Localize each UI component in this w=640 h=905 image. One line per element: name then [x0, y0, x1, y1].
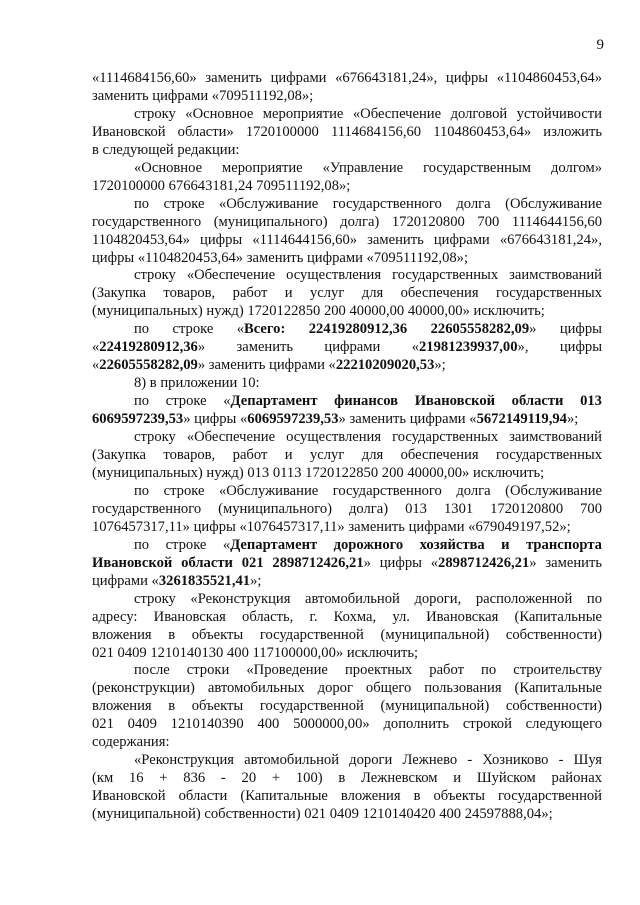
paragraph [92, 591, 602, 663]
text-run: (км 16 + 836 - 20 + 100) в Лежневском и Шуйском районах [92, 770, 602, 787]
bold-text: Ивановской области 021 2898712426,21 [92, 554, 364, 571]
text-line [92, 160, 602, 178]
paragraph [92, 321, 602, 375]
text-line [92, 429, 602, 447]
text-line [92, 142, 602, 160]
text-line [92, 698, 602, 716]
text-run: »; [434, 357, 446, 374]
text-line [92, 88, 602, 106]
text-run: (реконструкции) автомобильных дорог общего пользования (Капитальные [92, 680, 602, 697]
text-run: » цифры « [363, 554, 439, 571]
paragraph [92, 393, 602, 429]
text-run: «Основное мероприятие «Управление государственным долгом» [134, 159, 602, 176]
text-run: по строке « [134, 393, 231, 410]
text-run: (Закупка товаров, работ и услуг для обеспечения государственных [92, 447, 602, 464]
text-run: (муниципальных) нужд) 1720122850 200 40000,00 40000,00» исключить; [92, 303, 545, 320]
paragraph [92, 160, 602, 196]
text-line [92, 214, 602, 232]
text-run: цифрами « [92, 572, 159, 589]
text-line [92, 285, 602, 303]
text-line [92, 393, 602, 411]
text-line [92, 411, 602, 429]
text-run: (муниципальной) собственности) 021 0409 1210140420 400 24597888,04»; [92, 806, 553, 823]
text-run: строку «Обеспечение осуществления государственных заимствований [134, 429, 602, 446]
text-line [92, 357, 602, 375]
text-run: » заменить цифрами « [197, 339, 419, 356]
text-run: по строке « [134, 536, 231, 553]
text-run: вложения в объекты государственной (муниципальной) собственности) [92, 626, 602, 643]
text-line [92, 303, 602, 321]
paragraph [92, 537, 602, 591]
text-run: » цифры « [183, 411, 248, 428]
text-run: строку «Основное мероприятие «Обеспечение долговой устойчивости [134, 105, 602, 122]
paragraph [92, 429, 602, 483]
text-run: после строки «Проведение проектных работ по строительству [134, 662, 602, 679]
text-run: «1114684156,60» заменить цифрами «676643181,24», цифры «1104860453,64» [92, 70, 602, 86]
text-line [92, 124, 602, 142]
text-run: адресу: Ивановская область, г. Кохма, ул. Ивановская (Капитальные [92, 608, 602, 625]
text-line [92, 70, 602, 88]
paragraph [92, 106, 602, 160]
bold-text: 6069597239,53 [247, 411, 339, 428]
text-run: по строке «Обслуживание государственного долга (Обслуживание [134, 195, 602, 212]
text-run: государственного (муниципального) долга) 013 1301 1720120800 700 [92, 500, 602, 517]
bold-text: Всего: 22419280912,36 22605558282,09 [244, 321, 530, 338]
text-line [92, 178, 602, 196]
text-run: « [92, 357, 100, 374]
text-run: цифры «1104820453,64» заменить цифрами «709511192,08»; [92, 249, 469, 266]
bold-text: 2898712426,21 [438, 554, 530, 571]
text-line [92, 232, 602, 250]
paragraph [92, 196, 602, 268]
text-run: 021 0409 1210140130 400 117100000,00» исключить; [92, 644, 419, 661]
text-line [92, 375, 602, 393]
text-line [92, 752, 602, 770]
text-line [92, 734, 602, 752]
text-line [92, 788, 602, 806]
text-line [92, 267, 602, 285]
paragraph [92, 662, 602, 752]
text-run: по строке « [134, 321, 245, 338]
text-line [92, 609, 602, 627]
bold-text: Департамент дорожного хозяйства и транспорта [230, 536, 602, 553]
bold-text: 6069597239,53 [92, 411, 184, 428]
paragraph [92, 752, 602, 824]
bold-text: 3261835521,41 [158, 572, 251, 589]
text-run: содержания: [92, 734, 170, 751]
text-line [92, 573, 602, 591]
text-line [92, 806, 602, 824]
bold-text: 21981239937,00 [419, 339, 518, 356]
text-run: строку «Реконструкция автомобильной дороги, расположенной по [134, 590, 602, 607]
text-run: по строке «Обслуживание государственного долга (Обслуживание [134, 482, 602, 499]
text-line [92, 250, 602, 268]
paragraph [92, 70, 602, 106]
text-run: 021 0409 1210140390 400 5000000,00» дополнить строкой следующего [92, 716, 602, 733]
text-run: »; [566, 411, 579, 428]
text-run: 1104820453,64» цифры «1114644156,60» заменить цифрами «676643181,24», [92, 231, 602, 248]
paragraph [92, 267, 602, 321]
text-run: в следующей редакции: [92, 141, 240, 158]
text-line [92, 537, 602, 555]
text-run: строку «Обеспечение осуществления государственных заимствований [134, 267, 602, 284]
text-run: » заменить цифрами « [338, 411, 477, 428]
text-run: » заменить цифрами « [197, 357, 336, 374]
text-run: »; [250, 572, 262, 589]
paragraph [92, 375, 602, 393]
text-line [92, 483, 602, 501]
text-line [92, 106, 602, 124]
text-run: 1720100000 676643181,24 709511192,08»; [92, 177, 351, 194]
text-line [92, 465, 602, 483]
text-line [92, 627, 602, 645]
text-run: вложения в объекты государственной (муниципальной) собственности) [92, 698, 602, 715]
text-line [92, 519, 602, 537]
page-number: 9 [596, 37, 604, 53]
text-line [92, 591, 602, 609]
bold-text: 22419280912,36 [99, 339, 198, 356]
text-run: государственного (муниципального) долга) 1720120800 700 1114644156,60 [92, 213, 602, 230]
bold-text: 22605558282,09 [99, 357, 198, 374]
bold-text: 22210209020,53 [335, 357, 435, 374]
text-run: «Реконструкция автомобильной дороги Лежнево - Хозниково - Шуя [134, 752, 602, 769]
text-line [92, 321, 602, 339]
text-run: « [92, 339, 100, 356]
text-line [92, 770, 602, 788]
text-run: », цифры [517, 339, 602, 356]
text-run: 8) в приложении 10: [134, 375, 260, 392]
paragraph [92, 483, 602, 537]
text-line [92, 716, 602, 734]
text-run: Ивановской области» 1720100000 1114684156,60 1104860453,64» изложить [92, 123, 602, 140]
text-line [92, 196, 602, 214]
text-line [92, 447, 602, 465]
bold-text: Департамент финансов Ивановской области 013 [230, 393, 602, 410]
text-run: » цифры [529, 321, 602, 338]
text-run: Ивановской области (Капитальные вложения в объекты государственной [92, 788, 602, 805]
text-line [92, 662, 602, 680]
text-run: (муниципальных) нужд) 013 0113 1720122850 200 40000,00» исключить; [92, 464, 545, 481]
text-line [92, 555, 602, 573]
text-line [92, 645, 602, 663]
text-line [92, 680, 602, 698]
text-run: (Закупка товаров, работ и услуг для обеспечения государственных [92, 285, 602, 302]
document-body [92, 70, 602, 824]
text-line [92, 339, 602, 357]
text-line [92, 501, 602, 519]
text-run: заменить цифрами «709511192,08»; [92, 87, 314, 104]
text-run: » заменить [529, 554, 602, 571]
bold-text: 5672149119,94 [476, 411, 567, 428]
text-run: 1076457317,11» цифры «1076457317,11» заменить цифрами «679049197,52»; [92, 518, 571, 535]
